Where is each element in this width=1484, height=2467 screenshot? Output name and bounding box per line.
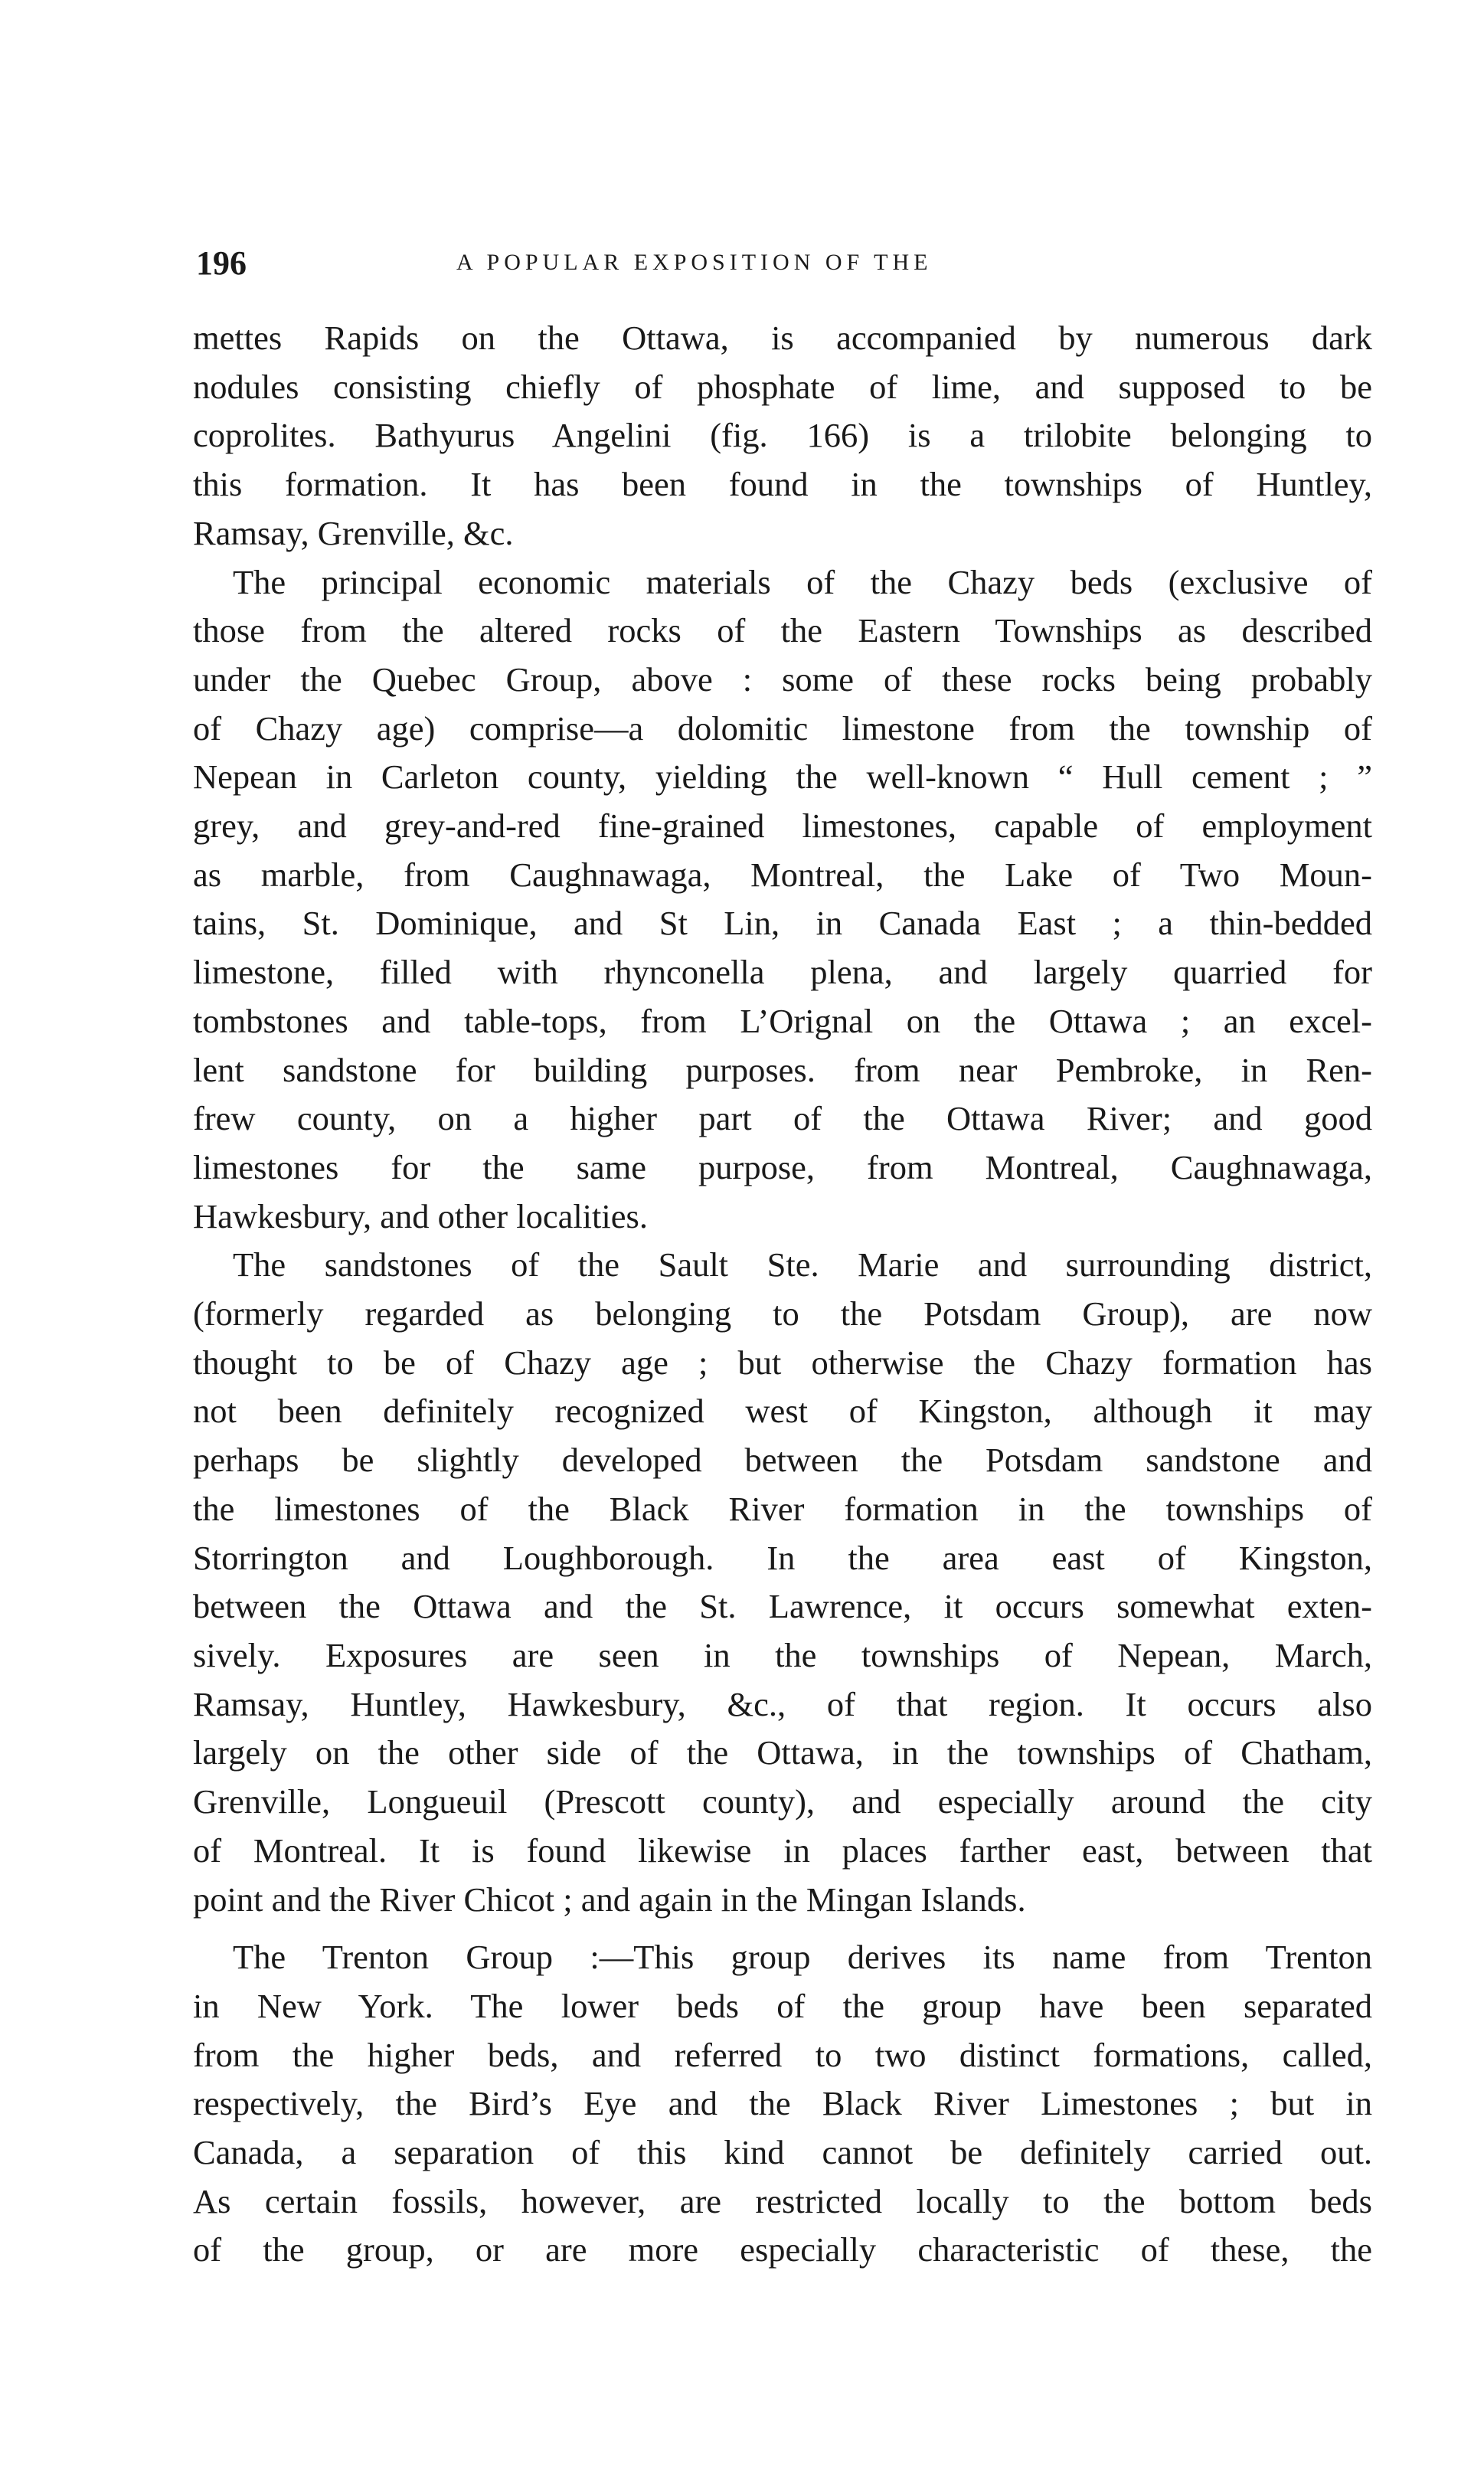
text-line: largely on the other side of the Ottawa, in the townships of Chatham, xyxy=(193,1733,1372,1772)
text-line: Ramsay, Huntley, Hawkesbury, &c., of that region. It occurs also xyxy=(193,1684,1372,1723)
text-line: As certain fossils, however, are restricted locally to the bottom beds xyxy=(193,2181,1372,2220)
text-line: tains, St. Dominique, and St Lin, in Canada East ; a thin-bedded xyxy=(193,904,1372,943)
text-line: grey, and grey-and-red fine-grained limestones, capable of employment xyxy=(193,807,1372,846)
text-line: tombstones and table-tops, from L’Orignal on the Ottawa ; an excel- xyxy=(193,1001,1372,1040)
text-line: those from the altered rocks of the Eastern Townships as described xyxy=(193,611,1372,650)
text-line: The Trenton Group :—This group derives its name from Trenton xyxy=(233,1938,1372,1977)
text-line: The sandstones of the Sault Ste. Marie and surrounding district, xyxy=(233,1245,1372,1284)
text-line: perhaps be slightly developed between the Potsdam sandstone and xyxy=(193,1441,1372,1480)
text-line: Canada, a separation of this kind cannot be definitely carried out. xyxy=(193,2133,1372,2172)
text-line: lent sandstone for building purposes. from near Pembroke, in Ren- xyxy=(193,1050,1372,1089)
paragraph-3 xyxy=(193,1241,1372,1924)
text-line: between the Ottawa and the St. Lawrence, it occurs somewhat exten- xyxy=(193,1587,1372,1626)
text-line: Nepean in Carleton county, yielding the well-known “ Hull cement ; ” xyxy=(193,757,1372,797)
paragraph-4 xyxy=(193,1933,1372,2275)
text-line: Ramsay, Grenville, &c. xyxy=(193,513,514,552)
text-line: The principal economic materials of the Chazy beds (exclusive of xyxy=(233,562,1372,601)
text-line: not been definitely recognized west of Kingston, although it may xyxy=(193,1392,1372,1431)
text-line: in New York. The lower beds of the group have been separated xyxy=(193,1986,1372,2025)
text-line: respectively, the Bird’s Eye and the Black River Limestones ; but in xyxy=(193,2084,1372,2123)
text-line: mettes Rapids on the Ottawa, is accompanied by numerous dark xyxy=(193,319,1372,357)
text-line: under the Quebec Group, above : some of these rocks being probably xyxy=(193,659,1372,699)
text-line: as marble, from Caughnawaga, Montreal, the Lake of Two Moun- xyxy=(193,855,1372,894)
text-line: limestones for the same purpose, from Montreal, Caughnawaga, xyxy=(193,1147,1372,1186)
text-line: limestone, filled with rhynconella plena, and largely quarried for xyxy=(193,953,1372,992)
text-line: point and the River Chicot ; and again in the Mingan Islands. xyxy=(193,1880,1026,1919)
paragraph-2 xyxy=(193,558,1372,1242)
text-line: nodules consisting chiefly of phosphate of lime, and supposed to be xyxy=(193,367,1372,406)
text-line: the limestones of the Black River formation in the townships of xyxy=(193,1489,1372,1528)
text-line: sively. Exposures are seen in the townships of Nepean, March, xyxy=(193,1635,1372,1674)
text-line: Hawkesbury, and other localities. xyxy=(193,1196,648,1235)
running-head xyxy=(196,244,1371,290)
text-line: (formerly regarded as belonging to the Potsdam Group), are now xyxy=(193,1294,1372,1333)
text-line: thought to be of Chazy age ; but otherwise the Chazy formation has xyxy=(193,1343,1372,1382)
text-line: of Chazy age) comprise—a dolomitic limestone from the township of xyxy=(193,708,1372,748)
text-line: coprolites. Bathyurus Angelini (fig. 166) is a trilobite belonging to xyxy=(193,416,1372,455)
body-text xyxy=(193,314,1372,2275)
text-line: Grenville, Longueuil (Prescott county), and especially around the city xyxy=(193,1782,1372,1821)
text-line: frew county, on a higher part of the Ottawa River; and good xyxy=(193,1099,1372,1138)
text-line: of the group, or are more especially characteristic of these, the xyxy=(193,2230,1372,2269)
text-line: Storrington and Loughborough. In the area east of Kingston, xyxy=(193,1538,1372,1577)
text-line: this formation. It has been found in the townships of Huntley, xyxy=(193,465,1372,504)
page-number: 196 xyxy=(196,244,247,282)
text-line: from the higher beds, and referred to two distinct formations, called, xyxy=(193,2035,1372,2074)
text-line: of Montreal. It is found likewise in places farther east, between that xyxy=(193,1831,1372,1870)
paragraph-1 xyxy=(193,314,1372,558)
running-title: A POPULAR EXPOSITION OF THE xyxy=(456,250,933,275)
